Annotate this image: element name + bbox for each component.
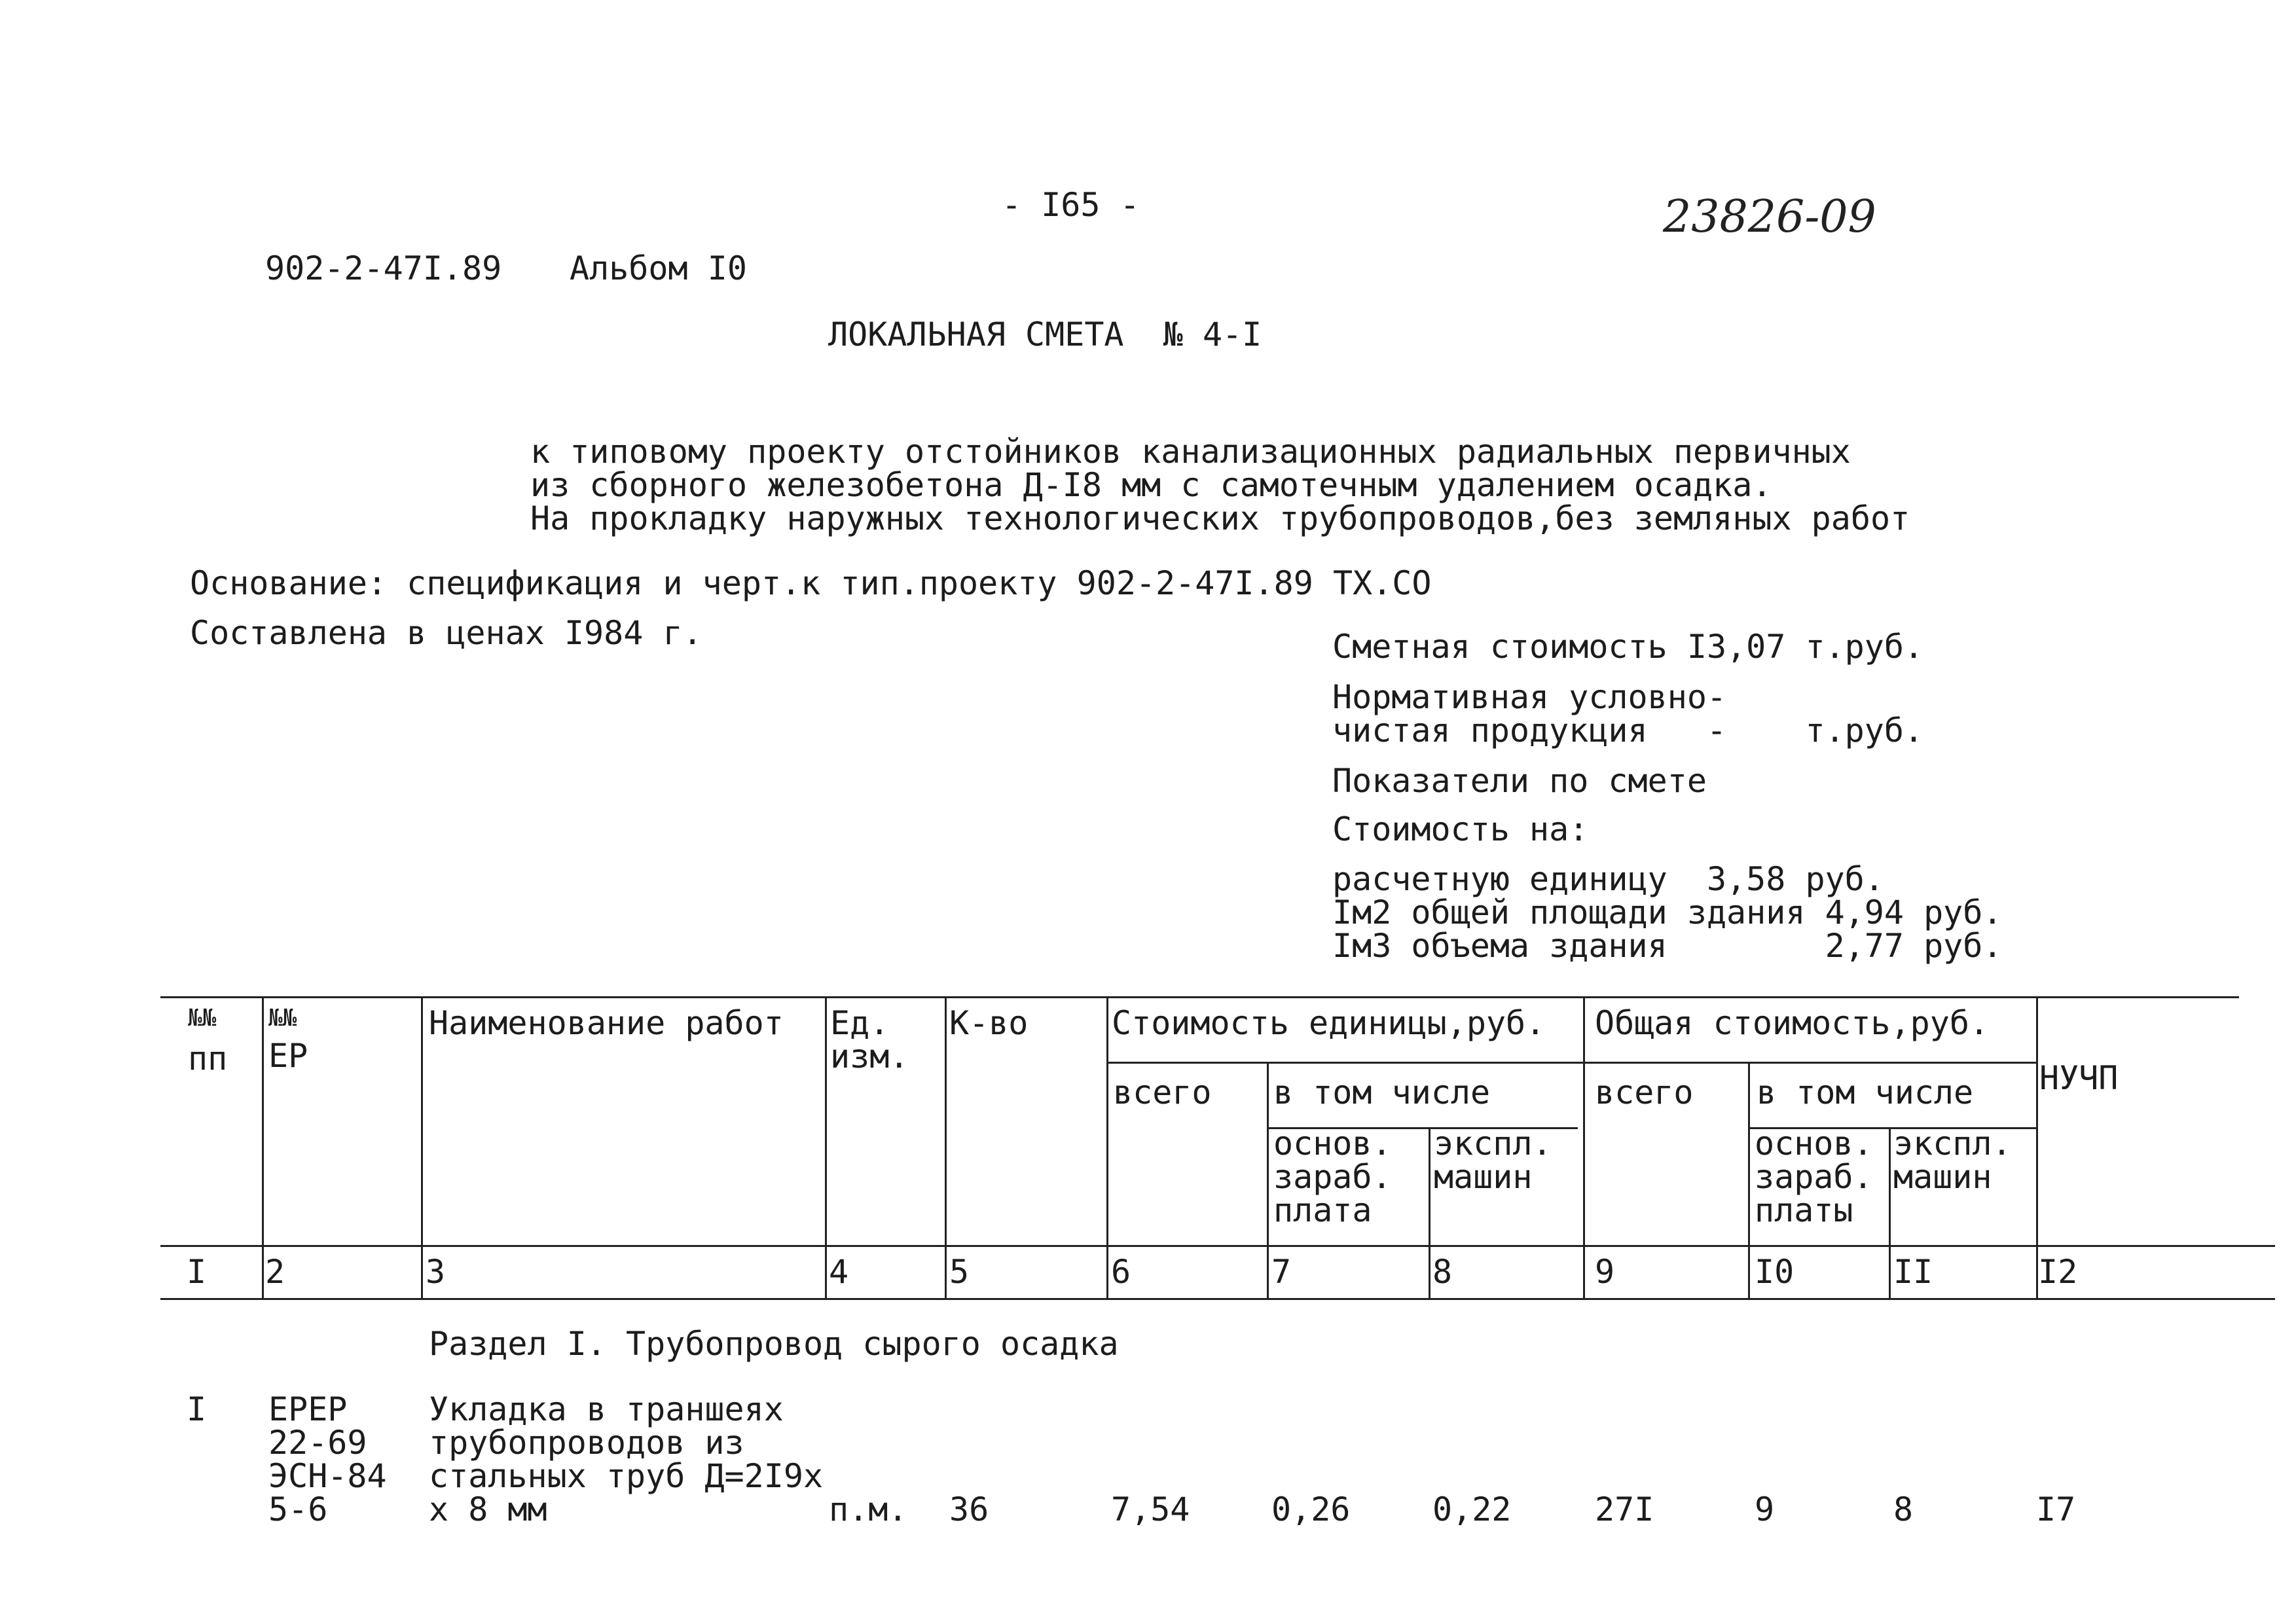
subject-line-3: На прокладку наружных технологических трубопроводов,без земляных работ xyxy=(530,499,1910,537)
row-er-line-1: ЕРЕР xyxy=(268,1390,348,1428)
row-num: I xyxy=(187,1390,207,1428)
header-unit-1: Ед. xyxy=(830,1004,890,1042)
header-num-2: пп xyxy=(188,1039,228,1077)
cost-per-unit: расчетную единицу 3,58 руб. xyxy=(1332,860,1884,898)
row-er-line-4: 5-6 xyxy=(268,1490,328,1528)
document-title: ЛОКАЛЬНАЯ СМЕТА № 4-I xyxy=(828,316,1262,353)
col-divider-7 xyxy=(1429,1127,1430,1298)
col-divider-10 xyxy=(1889,1127,1891,1298)
header-wages-2a: основ. xyxy=(1755,1125,1873,1163)
header-unit-cost: Стоимость единицы,руб. xyxy=(1112,1004,1546,1042)
subject-line-2: из сборного железобетона Д-I8 мм с самотечным удалением осадка. xyxy=(530,466,1772,504)
col-number-4: 4 xyxy=(829,1253,849,1291)
header-total-cost: Общая стоимость,руб. xyxy=(1595,1004,1990,1042)
row-er-line-2: 22-69 xyxy=(268,1424,367,1462)
table-top-border xyxy=(160,996,2239,998)
header-wages-1a: основ. xyxy=(1273,1125,1392,1163)
header-num-1: №№ xyxy=(188,1005,217,1032)
cost-per-m3: Iм3 объема здания 2,77 руб. xyxy=(1332,927,2003,965)
col-number-5: 5 xyxy=(949,1253,970,1291)
row-name-line-1: Укладка в траншеях xyxy=(429,1390,784,1428)
cost-per-m2: Iм2 общей площади здания 4,94 руб. xyxy=(1332,893,2003,931)
header-incl-1: в том числе xyxy=(1273,1074,1491,1111)
col-number-1: I xyxy=(187,1253,207,1291)
col-divider-9 xyxy=(1748,1062,1750,1298)
row-nuchp: I7 xyxy=(2036,1490,2076,1528)
header-mach-1a: экспл. xyxy=(1434,1125,1552,1163)
col-divider-5 xyxy=(1106,996,1108,1298)
document-number: 23826-09 xyxy=(1663,191,1876,243)
header-er-2: ЕР xyxy=(268,1037,308,1075)
header-incl-2: в том числе xyxy=(1757,1074,1974,1111)
indicators-label: Показатели по смете xyxy=(1332,762,1707,800)
row-unit: п.м. xyxy=(829,1490,908,1528)
header-all-1: всего xyxy=(1113,1074,1212,1111)
normative-line-1: Нормативная условно- xyxy=(1332,678,1727,716)
col-number-2: 2 xyxy=(265,1253,285,1291)
row-unit-wages: 0,26 xyxy=(1271,1490,1351,1528)
col-number-6: 6 xyxy=(1111,1253,1131,1291)
estimated-cost: Сметная стоимость I3,07 т.руб. xyxy=(1332,628,1924,666)
col-divider-8 xyxy=(1583,996,1585,1298)
header-unit-2: изм. xyxy=(830,1038,909,1075)
col-divider-3 xyxy=(825,996,827,1298)
page-number: - I65 - xyxy=(1002,186,1140,224)
col-number-10: I0 xyxy=(1755,1253,1795,1291)
col-number-12: I2 xyxy=(2038,1253,2078,1291)
header-nuchp: НУЧП xyxy=(2039,1059,2119,1097)
header-wages-1b: зараб. xyxy=(1273,1158,1392,1196)
col-number-11: II xyxy=(1893,1253,1933,1291)
row-er-line-3: ЭСН-84 xyxy=(268,1457,387,1495)
header-bottom-border xyxy=(160,1245,2275,1247)
row-total-wages: 9 xyxy=(1755,1490,1775,1528)
basis-text: Основание: спецификация и черт.к тип.проекту 902-2-47I.89 ТХ.СО xyxy=(190,564,1432,602)
prices-year: Составлена в ценах I984 г. xyxy=(190,614,702,652)
header-mach-1b: машин xyxy=(1434,1158,1533,1196)
header-er-1: №№ xyxy=(268,1005,297,1032)
header-qty: К-во xyxy=(949,1004,1029,1042)
row-name-line-4: х 8 мм xyxy=(429,1490,547,1528)
album-label: Альбом I0 xyxy=(570,249,747,287)
header-mach-2b: машин xyxy=(1893,1158,1992,1196)
col-number-3: 3 xyxy=(426,1253,446,1291)
row-name-line-2: трубопроводов из xyxy=(429,1424,744,1462)
col-number-9: 9 xyxy=(1595,1253,1615,1291)
section-title: Раздел I. Трубопровод сырого осадка xyxy=(429,1325,1119,1363)
col-numbers-bottom-border xyxy=(160,1298,2275,1300)
header-name: Наименование работ xyxy=(429,1004,784,1042)
cost-on-label: Стоимость на: xyxy=(1332,810,1589,848)
header-wages-2b: зараб. xyxy=(1755,1158,1873,1196)
col-divider-1 xyxy=(262,996,264,1298)
normative-line-2: чистая продукция - т.руб. xyxy=(1332,712,1924,749)
col-number-7: 7 xyxy=(1271,1253,1292,1291)
project-code: 902-2-47I.89 xyxy=(265,249,502,287)
header-wages-2c: платы xyxy=(1755,1191,1853,1229)
col-divider-6 xyxy=(1267,1062,1269,1298)
row-total-mach: 8 xyxy=(1893,1490,1914,1528)
col-number-8: 8 xyxy=(1432,1253,1453,1291)
header-mach-2a: экспл. xyxy=(1893,1125,2012,1163)
col-divider-4 xyxy=(945,996,947,1298)
col-divider-2 xyxy=(421,996,423,1298)
row-total-all: 27I xyxy=(1595,1490,1654,1528)
row-unit-all: 7,54 xyxy=(1111,1490,1190,1528)
row-name-line-3: стальных труб Д=2I9х xyxy=(429,1457,824,1495)
row-unit-mach: 0,22 xyxy=(1432,1490,1512,1528)
row-qty: 36 xyxy=(949,1490,989,1528)
unit-cost-sub-border xyxy=(1106,1062,2036,1064)
header-wages-1c: плата xyxy=(1273,1191,1372,1229)
subject-line-1: к типовому проекту отстойников канализационных радиальных первичных xyxy=(530,433,1851,471)
header-all-2: всего xyxy=(1595,1074,1694,1111)
